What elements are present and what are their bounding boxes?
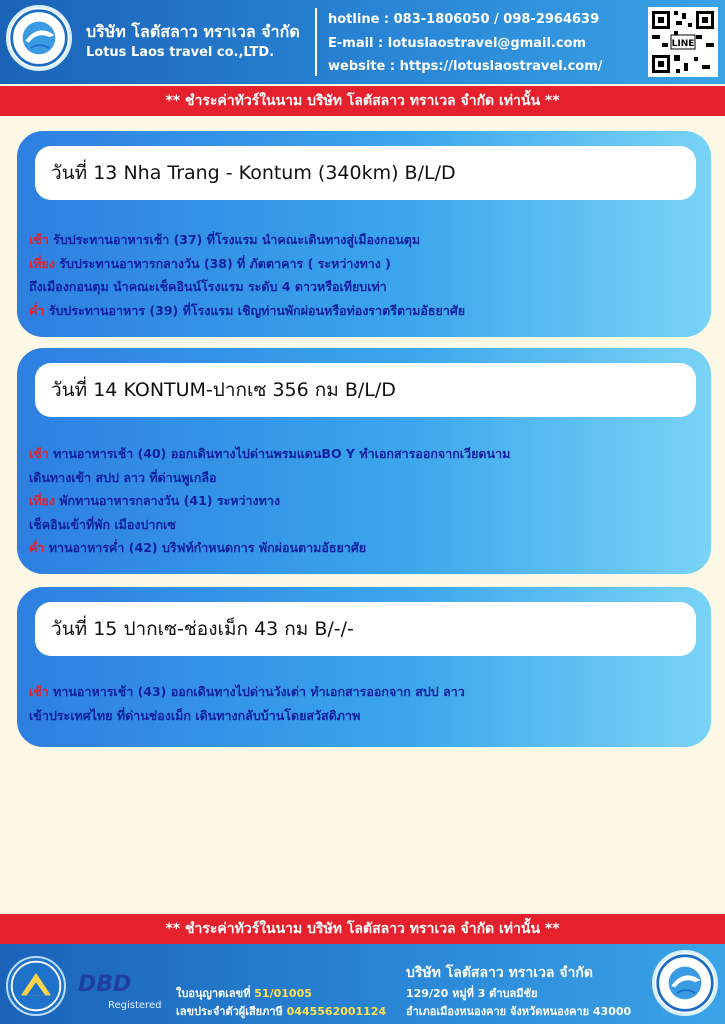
schedule-text: ทานอาหารค่ำ (42) บริฟท์กำหนดการ พักผ่อนตามอัธยาศัย — [44, 540, 367, 555]
meal-label: ค่ำ — [29, 302, 45, 318]
schedule-line — [29, 299, 465, 323]
day-schedule — [29, 228, 465, 322]
schedule-text: ถึงเมืองกอนตุม นำคณะเช็คอินน์โรงแรม ระดับ 4 ดาวหรือเทียบเท่า — [29, 279, 387, 294]
schedule-text: รับประทานอาหาร (39) ที่โรงแรม เชิญท่านพักผ่อนหรือท่องราตรีตามอัธยาศัย — [44, 302, 466, 318]
header-divider — [315, 8, 317, 76]
schedule-line — [29, 466, 510, 490]
day-schedule — [29, 442, 510, 560]
day-title: วันที่ 15 ปากเซ-ช่องเม็ก 43 กม B/-/- — [51, 618, 354, 640]
schedule-line — [29, 704, 465, 728]
schedule-text: พักทานอาหารกลางวัน (41) ระหว่างทาง — [54, 493, 281, 508]
schedule-text: เดินทางเข้า สปป ลาว ที่ด่านพูเกลือ — [29, 469, 217, 485]
tourism-authority-logo-icon — [6, 956, 66, 1016]
tax-info — [176, 1002, 386, 1020]
schedule-text: รับประทานอาหารกลางวัน (38) ที่ ภัตตาคาร ( ระหว่างทาง ) — [54, 255, 391, 271]
company-name-english: Lotus Laos travel co.,LTD. — [86, 45, 275, 60]
schedule-line — [29, 252, 465, 276]
schedule-text: ทานอาหารเช้า (40) ออกเดินทางไปด่านพรมแดนBO Y ทำเอกสารออกจากเวียดนาม — [48, 446, 511, 461]
schedule-line — [29, 680, 465, 704]
day-title-pill — [35, 602, 696, 656]
itinerary-day-15 — [17, 587, 711, 747]
meal-label: เช้า — [29, 684, 49, 699]
dbd-logo-icon: DBD — [78, 972, 132, 997]
tax-label: เลขประจำตัวผู้เสียภาษี — [176, 1005, 287, 1018]
schedule-line — [29, 275, 465, 299]
dbd-registered-label: Registered — [108, 1000, 162, 1011]
payment-notice-top: ** ชำระค่าทัวร์ในนาม บริษัท โลตัสลาว ทราเวล จำกัด เท่านั้น ** — [0, 86, 725, 116]
header — [0, 0, 725, 84]
day-title: วันที่ 13 Nha Trang - Kontum (340km) B/L/D — [51, 162, 456, 184]
meal-label: เช้า — [29, 446, 49, 461]
footer-address-line-1: 129/20 หมู่ที่ 3 ตำบลมีชัย — [406, 987, 538, 1000]
lotus-laos-logo-icon — [652, 950, 718, 1016]
schedule-line — [29, 513, 510, 537]
day-title: วันที่ 14 KONTUM-ปากเซ 356 กม B/L/D — [51, 379, 396, 401]
schedule-text: ทานอาหารเช้า (43) ออกเดินทางไปด่านวังเต่า ทำเอกสารออกจาก สปป ลาว — [48, 684, 465, 699]
meal-label: เช้า — [29, 232, 49, 247]
itinerary-day-13 — [17, 131, 711, 337]
footer-company-name: บริษัท โลตัสลาว ทราเวล จำกัด — [406, 965, 593, 981]
schedule-line — [29, 536, 510, 560]
day-title-pill — [35, 146, 696, 200]
email: E-mail : lotuslaostravel@gmail.com — [328, 36, 587, 51]
footer-address-line-2: อำเภอเมืองหนองคาย จังหวัดหนองคาย 43000 — [406, 1005, 632, 1018]
hotline: hotline : 083-1806050 / 098-2964639 — [328, 12, 600, 27]
tax-number: 0445562001124 — [286, 1005, 387, 1018]
license-info — [176, 984, 312, 1002]
website-link[interactable]: website : https://lotuslaostravel.com/ — [328, 59, 603, 74]
schedule-text: รับประทานอาหารเช้า (37) ที่โรงแรม นำคณะเดินทางสู่เมืองกอนตุม — [48, 232, 421, 247]
line-qr-code-icon[interactable] — [648, 7, 718, 77]
schedule-text: เข้าประเทศไทย ที่ด่านช่องเม็ก เดินทางกลับบ้านโดยสวัสดิภาพ — [29, 707, 361, 723]
day-schedule — [29, 680, 465, 727]
meal-label: ค่ำ — [29, 540, 45, 555]
meal-label: เที่ยง — [29, 493, 55, 508]
company-name-thai: บริษัท โลตัสลาว ทราเวล จำกัด — [86, 22, 300, 41]
license-label: ใบอนุญาตเลขที่ — [176, 987, 255, 1000]
footer — [0, 944, 725, 1024]
lotus-laos-logo-icon — [6, 5, 72, 71]
payment-notice-bottom: ** ชำระค่าทัวร์ในนาม บริษัท โลตัสลาว ทราเวล จำกัด เท่านั้น ** — [0, 914, 725, 944]
schedule-text: เช็คอินเข้าที่พัก เมืองปากเซ — [29, 516, 176, 532]
svg-text:LINE: LINE — [671, 39, 695, 49]
schedule-line — [29, 228, 465, 252]
schedule-line — [29, 442, 510, 466]
itinerary-day-14 — [17, 348, 711, 574]
license-number: 51/01005 — [254, 987, 312, 1000]
meal-label: เที่ยง — [29, 255, 55, 271]
day-title-pill — [35, 363, 696, 417]
schedule-line — [29, 489, 510, 513]
